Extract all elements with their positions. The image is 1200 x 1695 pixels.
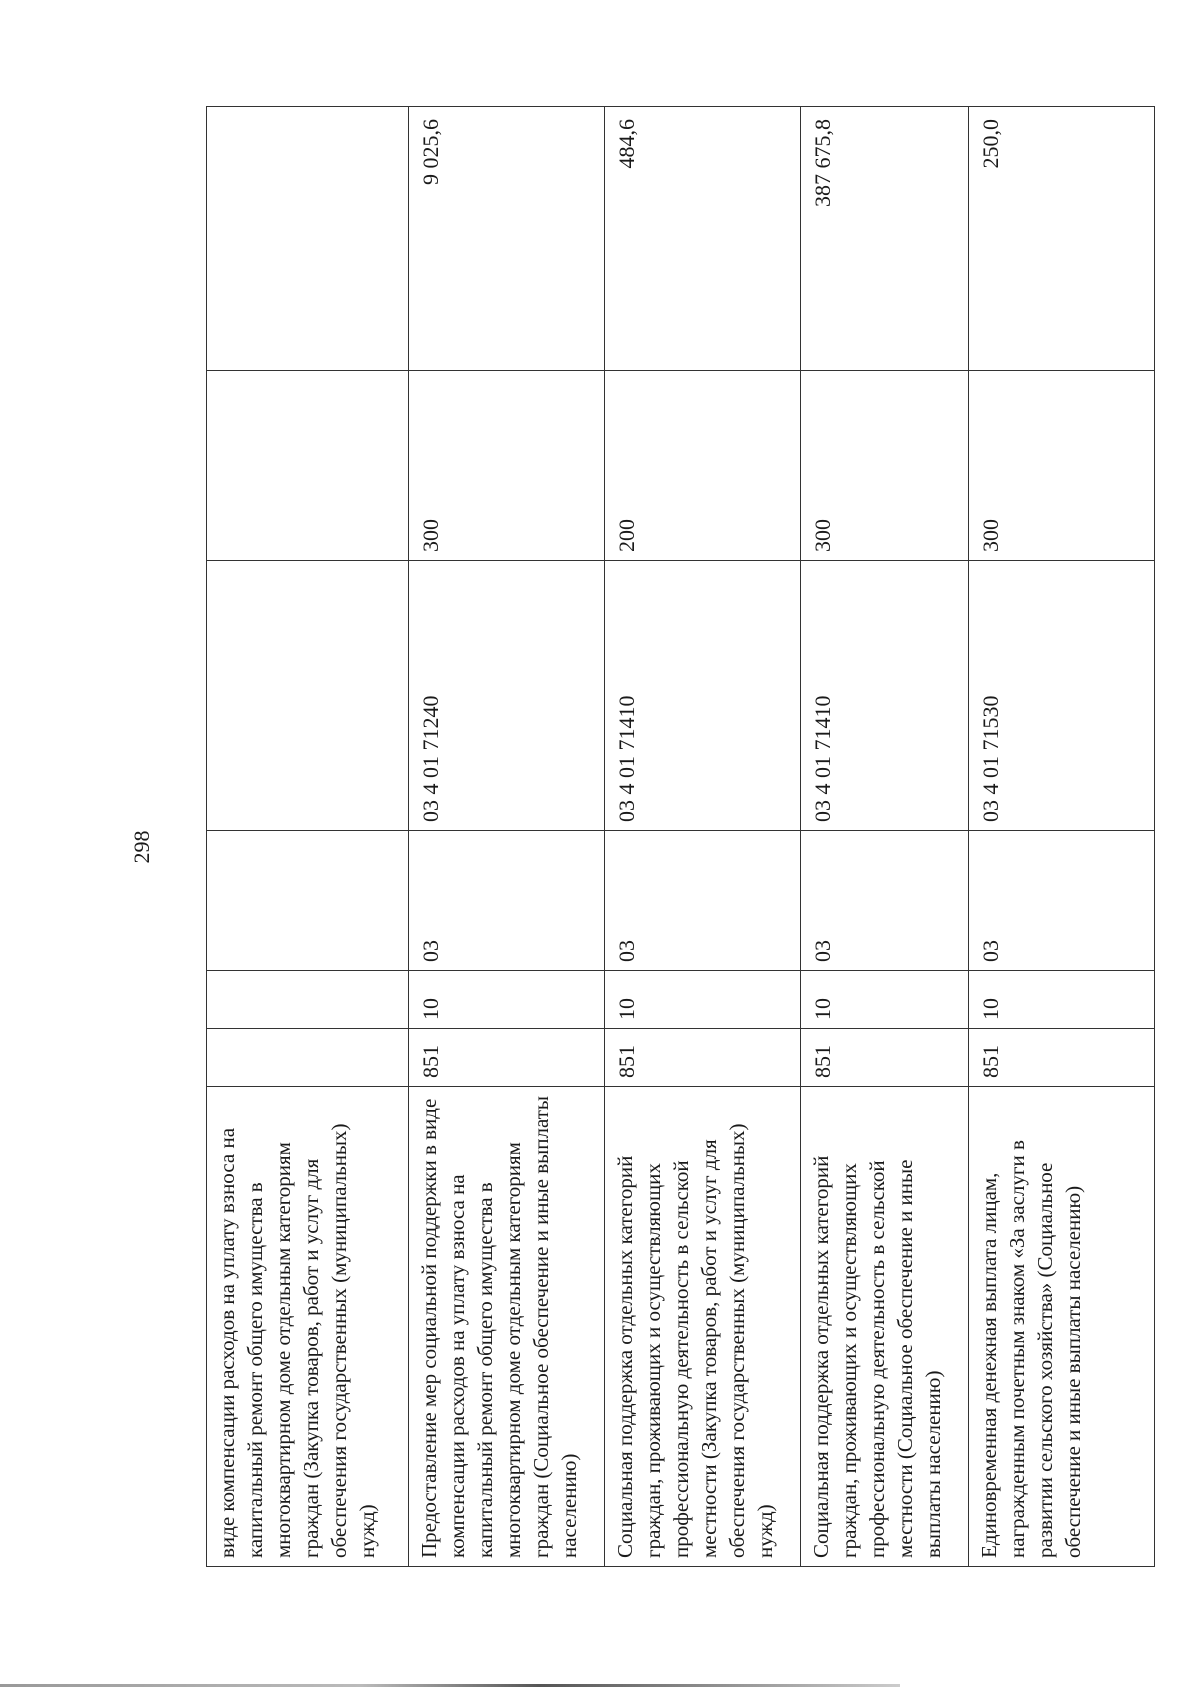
row-grbs: 851 xyxy=(409,1029,605,1087)
row-name: Единовременная денежная выплата лицам, награжденным почетным знаком «За заслуги в развитии сельского хозяйства» (Социальное обеспечение и иные выплаты населению) xyxy=(969,1087,1155,1567)
page-number: 298 xyxy=(129,830,154,864)
row-name: Социальная поддержка отдельных категорий граждан, проживающих и осуществляющих профессиональную деятельность в сельской местности (Закупка товаров, работ и услуг для обеспечения государственных (муниципальных) нужд) xyxy=(605,1087,801,1567)
row-podrazdel: 03 xyxy=(969,831,1155,971)
row-vr: 300 xyxy=(801,371,969,561)
row-podrazdel: 03 xyxy=(409,831,605,971)
row-grbs: 851 xyxy=(605,1029,801,1087)
row-amount: 387 675,8 xyxy=(801,107,969,371)
row-razdel xyxy=(207,971,409,1029)
rotated-table-container xyxy=(206,107,1154,1567)
row-grbs: 851 xyxy=(801,1029,969,1087)
row-vr: 300 xyxy=(409,371,605,561)
row-razdel: 10 xyxy=(801,971,969,1029)
row-vr: 200 xyxy=(605,371,801,561)
row-vr: 300 xyxy=(969,371,1155,561)
row-vr xyxy=(207,371,409,561)
row-podrazdel: 03 xyxy=(605,831,801,971)
row-grbs: 851 xyxy=(969,1029,1155,1087)
row-csr: 03 4 01 71410 xyxy=(801,561,969,831)
row-csr: 03 4 01 71410 xyxy=(605,561,801,831)
row-razdel: 10 xyxy=(605,971,801,1029)
table-row xyxy=(801,107,969,1567)
row-amount: 250,0 xyxy=(969,107,1155,371)
table-row xyxy=(969,107,1155,1567)
table-row xyxy=(409,107,605,1567)
row-csr: 03 4 01 71530 xyxy=(969,561,1155,831)
row-name: виде компенсации расходов на уплату взноса на капитальный ремонт общего имущества в многоквартирном доме отдельным категориям граждан (Закупка товаров, работ и услуг для обеспечения государственных (муниципальных) нужд) xyxy=(207,1087,409,1567)
row-podrazdel xyxy=(207,831,409,971)
row-amount: 9 025,6 xyxy=(409,107,605,371)
row-name: Социальная поддержка отдельных категорий граждан, проживающих и осуществляющих профессиональную деятельность в сельской местности (Социальное обеспечение и иные выплаты населению) xyxy=(801,1087,969,1567)
row-name: Предоставление мер социальной поддержки в виде компенсации расходов на уплату взноса на капитальный ремонт общего имущества в многоквартирном доме отдельным категориям граждан (Социальное обеспечение и иные выплаты населению) xyxy=(409,1087,605,1567)
table-row xyxy=(605,107,801,1567)
budget-table xyxy=(206,106,1155,1567)
row-amount xyxy=(207,107,409,371)
table-row xyxy=(207,107,409,1567)
row-podrazdel: 03 xyxy=(801,831,969,971)
row-razdel: 10 xyxy=(969,971,1155,1029)
scan-edge-line xyxy=(0,1684,900,1687)
row-csr xyxy=(207,561,409,831)
row-csr: 03 4 01 71240 xyxy=(409,561,605,831)
row-grbs xyxy=(207,1029,409,1087)
row-razdel: 10 xyxy=(409,971,605,1029)
row-amount: 484,6 xyxy=(605,107,801,371)
